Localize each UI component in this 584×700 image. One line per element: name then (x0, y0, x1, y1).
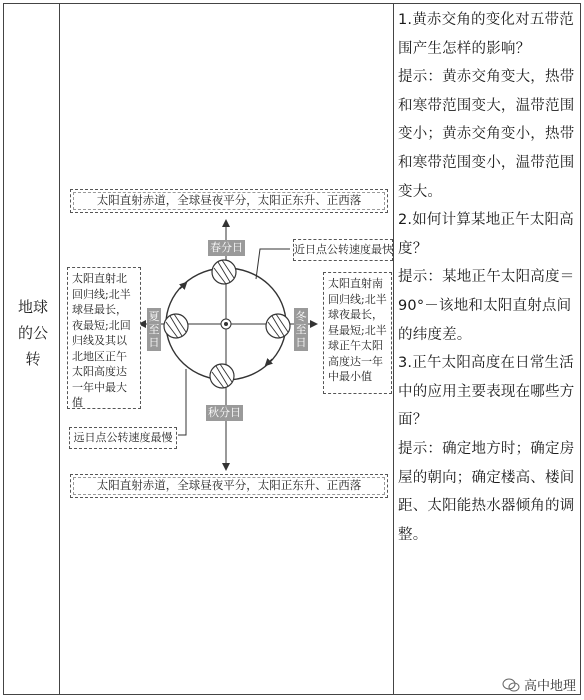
watermark (502, 675, 576, 694)
earth-summer-icon (164, 314, 188, 338)
winter-solstice-label: 冬至日 (295, 310, 307, 349)
earth-winter-icon (266, 314, 290, 338)
question-3: 3.正午太阳高度在日常生活中的应用主要表现在哪些方面？ (398, 355, 575, 429)
watermark-text: 高中地理 (523, 679, 576, 694)
aphelion-leader (178, 369, 186, 435)
hint-3: 提示：确定地方时；确定房屋的朝向；确定楼高、楼间距、太阳能热水器倾角的调整。 (398, 440, 575, 543)
winter-solstice-note: 太阳直射南回归线;北半球夜最长，昼最短;北半球正午太阳高度达一年中最小值 (323, 272, 392, 394)
perihelion-note: 近日点公转速度最快 (293, 239, 393, 261)
wechat-icon (502, 678, 520, 692)
topic-line-2: 的公 (17, 324, 48, 342)
content-table (3, 3, 581, 695)
spring-equinox-label: 春分日 (210, 241, 243, 254)
hint-1: 提示：黄赤交角变大，热带和寒带范围变大，温带范围变小；黄赤交角变小，热带和寒带范围变小，温带范围变大。 (398, 69, 575, 200)
topic-label (12, 294, 54, 372)
aphelion-note: 远日点公转速度最慢 (69, 427, 177, 449)
earth-spring-icon (212, 260, 236, 284)
summer-solstice-note: 太阳直射北回归线;北半球昼最长，夜最短;北回归线及其以北地区正午太阳高度达一年中最大值 (67, 267, 141, 409)
summer-solstice-label: 夏至日 (148, 310, 160, 349)
hint-2: 提示：某地正午太阳高度＝90°－该地和太阳直射点间的纬度差。 (398, 269, 575, 343)
autumn-equinox-label: 秋分日 (208, 406, 241, 419)
qa-column (394, 4, 580, 694)
topic-line-1: 地球 (17, 298, 48, 316)
equinox-note-top: 太阳直射赤道，全球昼夜平分，太阳正东升、正西落 (70, 189, 388, 213)
question-1: 1.黄赤交角的变化对五带范围产生怎样的影响？ (398, 12, 574, 57)
topic-column (4, 4, 60, 694)
equinox-note-bottom: 太阳直射赤道，全球昼夜平分，太阳正东升、正西落 (70, 474, 388, 498)
question-2: 2.如何计算某地正午太阳高度？ (398, 212, 574, 257)
topic-line-3: 转 (25, 350, 41, 368)
qa-text (398, 6, 576, 549)
earth-autumn-icon (210, 364, 234, 388)
diagram-column (60, 4, 394, 694)
perihelion-leader (256, 249, 290, 279)
